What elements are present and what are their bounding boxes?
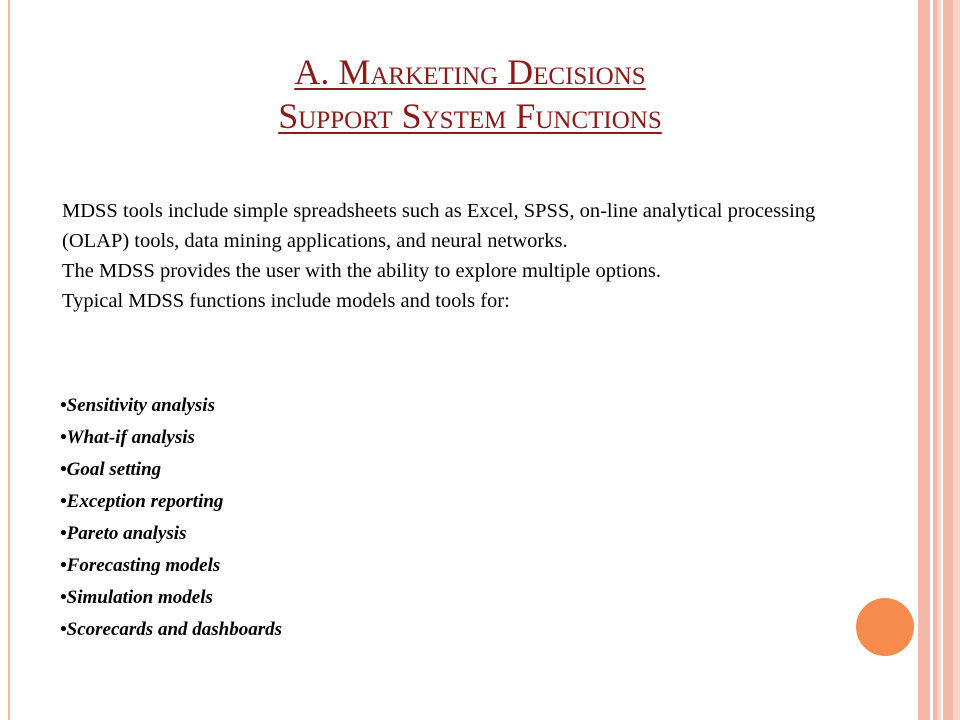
body-text [62,196,862,316]
function-label: What-if analysis [66,427,195,448]
list-item [60,454,760,486]
list-item [60,582,760,614]
right-stripe-6 [943,0,953,720]
list-item [60,518,760,550]
left-frame-line [8,0,10,720]
function-label: Scorecards and dashboards [66,619,283,640]
function-label: Simulation models [66,587,213,608]
list-item [60,614,760,646]
bullet: • [60,523,67,544]
title-line-2: Support System Functions [278,96,662,136]
function-label: Goal setting [66,459,162,480]
title-line-1: A. Marketing Decisions [294,52,646,92]
list-item [60,422,760,454]
paragraph-options: The MDSS provides the user with the ability to explore multiple options. [62,260,661,282]
right-stripe-7 [953,0,960,720]
function-label: Pareto analysis [66,523,187,544]
list-item [60,550,760,582]
bullet: • [60,395,67,416]
function-label: Sensitivity analysis [66,395,215,416]
list-item [60,486,760,518]
function-label: Forecasting models [66,555,221,576]
list-item [60,390,760,422]
bullet: • [60,491,67,512]
right-stripe-1 [918,0,930,720]
bullet: • [60,555,67,576]
accent-circle [856,598,914,656]
paragraph-functions-intro: Typical MDSS functions include models and tools for: [62,290,510,312]
bullet: • [60,587,67,608]
bullet: • [60,459,67,480]
bullet: • [60,619,67,640]
functions-list [60,390,760,646]
bullet: • [60,427,67,448]
paragraph-tools: MDSS tools include simple spreadsheets such as Excel, SPSS, on-line analytical processing (OLAP) tools, data mining applications, and neural networks. [62,200,816,252]
slide-title [120,50,820,138]
function-label: Exception reporting [66,491,224,512]
